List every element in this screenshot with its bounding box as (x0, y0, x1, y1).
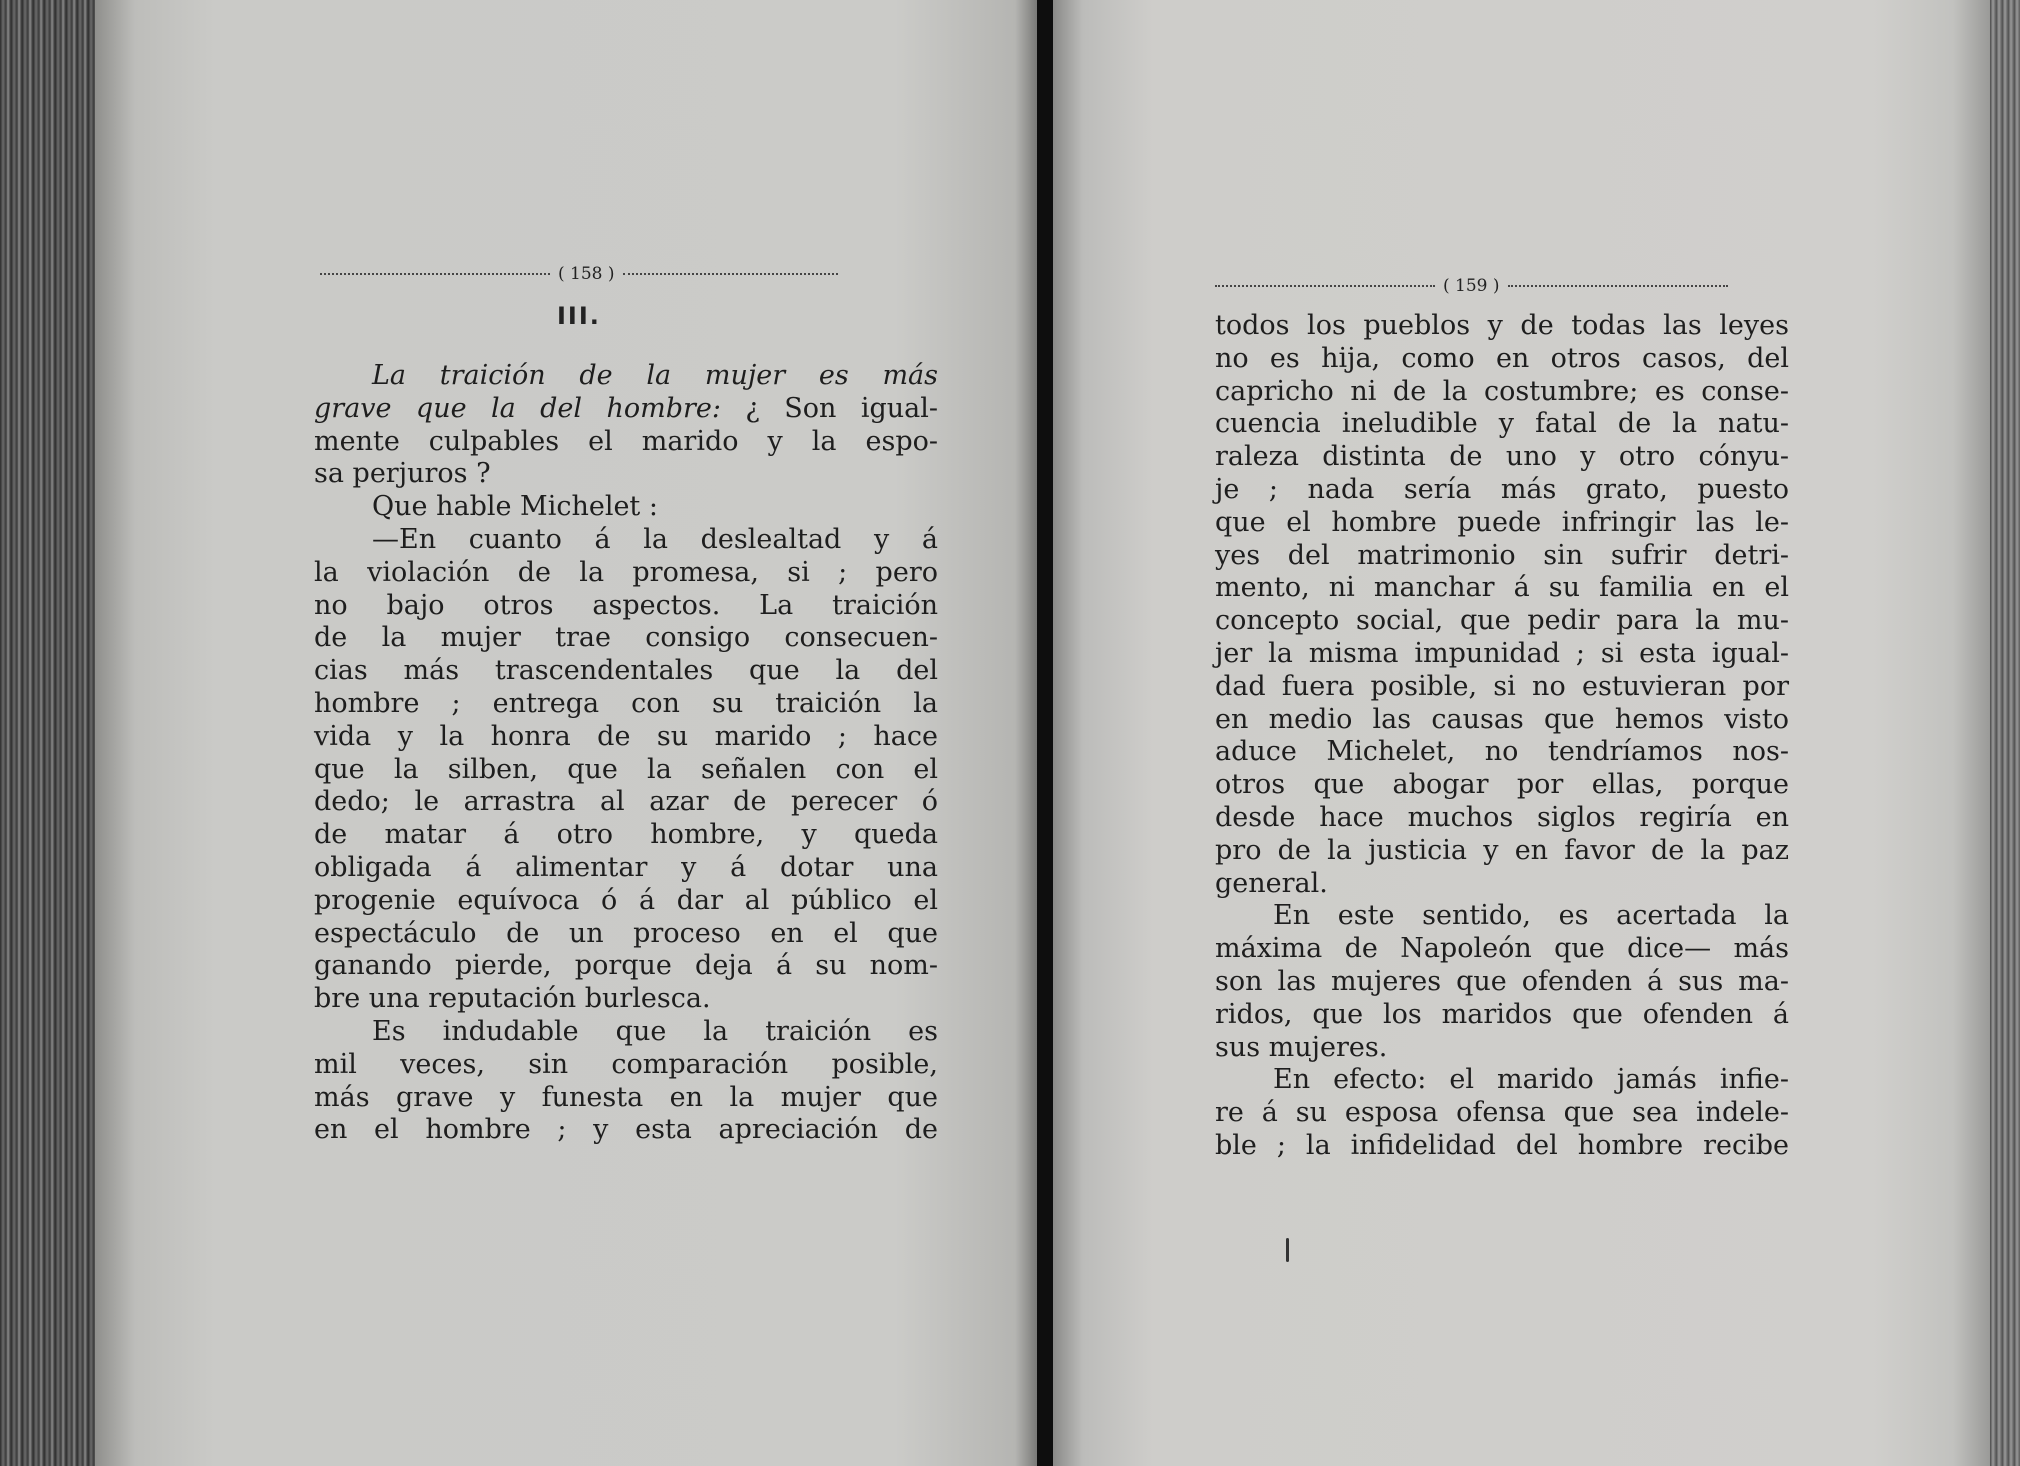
text-line: progenie equívoca ó á dar al público el (314, 884, 938, 916)
text-line: je ; nada sería más grato, puesto (1215, 473, 1789, 505)
left-page-text (314, 360, 938, 1147)
text-line: bre una reputación burlesca. (314, 983, 711, 1015)
text-line: concepto social, que pedir para la mu- (1215, 605, 1789, 637)
page-header-right (1215, 276, 1728, 296)
text-line: obligada á alimentar y á dotar una (314, 851, 938, 883)
text-line: En este sentido, es acertada la (1273, 900, 1789, 932)
text-line: en el hombre ; y esta apreciación de (314, 1114, 938, 1146)
text-line: son las mujeres que ofenden á sus ma- (1215, 965, 1789, 997)
text-line: no bajo otros aspectos. La traición (314, 589, 938, 621)
text-line: todos los pueblos y de todas las leyes (1215, 310, 1789, 341)
text-line: La traición de la mujer es más (372, 360, 938, 391)
left-page (95, 0, 1037, 1466)
book-gutter (1037, 0, 1053, 1466)
right-page (1053, 0, 1990, 1466)
text-line: en medio las causas que hemos visto (1215, 703, 1789, 735)
text-line: Es indudable que la traición es (372, 1015, 938, 1047)
text-line: más grave y funesta en la mujer que (314, 1081, 938, 1113)
text-line: la violación de la promesa, si ; pero (314, 556, 938, 588)
page-stack-left (0, 0, 95, 1466)
text-line: capricho ni de la costumbre; es conse- (1215, 375, 1789, 407)
section-heading: III. (557, 302, 601, 330)
text-line: —En cuanto á la deslealtad y á (372, 523, 938, 555)
text-line: grave que la del hombre: ¿ Son igual- (314, 392, 938, 424)
text-line: Que hable Michelet : (372, 491, 658, 523)
page-header-left (320, 264, 838, 284)
page-number: ( 159 ) (1443, 276, 1500, 296)
header-rule (320, 273, 550, 275)
text-line: sa perjuros ? (314, 458, 491, 490)
text-line: hombre ; entrega con su traición la (314, 687, 938, 719)
text-line: jer la misma impunidad ; si esta igual- (1215, 637, 1789, 669)
text-line: ble ; la infidelidad del hombre recibe (1215, 1129, 1789, 1161)
text-line: ganando pierde, porque deja á su nom- (314, 950, 938, 982)
text-line: no es hija, como en otros casos, del (1215, 342, 1789, 374)
text-line: cias más trascendentales que la del (314, 655, 938, 687)
text-line: desde hace muchos siglos regiría en (1215, 801, 1789, 833)
text-line: mento, ni manchar á su familia en el (1215, 572, 1789, 604)
text-line: general. (1215, 867, 1328, 899)
text-line: yes del matrimonio sin sufrir detri- (1215, 539, 1789, 571)
text-line: mente culpables el marido y la espo- (314, 425, 938, 457)
text-line: máxima de Napoleón que dice— más (1215, 933, 1789, 965)
header-rule (1508, 285, 1728, 287)
text-line: cuencia ineludible y fatal de la natu- (1215, 408, 1789, 440)
text-line: En efecto: el marido jamás infie- (1273, 1064, 1789, 1096)
ink-speck (1286, 1238, 1289, 1262)
text-line: vida y la honra de su marido ; hace (314, 720, 938, 752)
text-line: dad fuera posible, si no estuvieran por (1215, 670, 1789, 702)
text-line: que el hombre puede infringir las le- (1215, 506, 1789, 538)
text-line: mil veces, sin comparación posible, (314, 1048, 938, 1080)
text-line: sus mujeres. (1215, 1031, 1388, 1063)
page-number: ( 158 ) (558, 264, 615, 284)
page-stack-right (1990, 0, 2020, 1466)
text-line: otros que abogar por ellas, porque (1215, 769, 1789, 801)
text-line: espectáculo de un proceso en el que (314, 917, 938, 949)
text-line: ridos, que los maridos que ofenden á (1215, 998, 1789, 1030)
text-line: que la silben, que la señalen con el (314, 753, 938, 785)
text-line: de la mujer trae consigo consecuen- (314, 622, 938, 654)
header-rule (623, 273, 838, 275)
right-page-text (1215, 310, 1789, 1163)
text-line: re á su esposa ofensa que sea indele- (1215, 1097, 1789, 1129)
header-rule (1215, 285, 1435, 287)
text-line: pro de la justicia y en favor de la paz (1215, 834, 1789, 866)
text-line: de matar á otro hombre, y queda (314, 819, 938, 851)
text-line: dedo; le arrastra al azar de perecer ó (314, 786, 938, 818)
text-line: raleza distinta de uno y otro cónyu- (1215, 441, 1789, 473)
text-line: aduce Michelet, no tendríamos nos- (1215, 736, 1789, 768)
